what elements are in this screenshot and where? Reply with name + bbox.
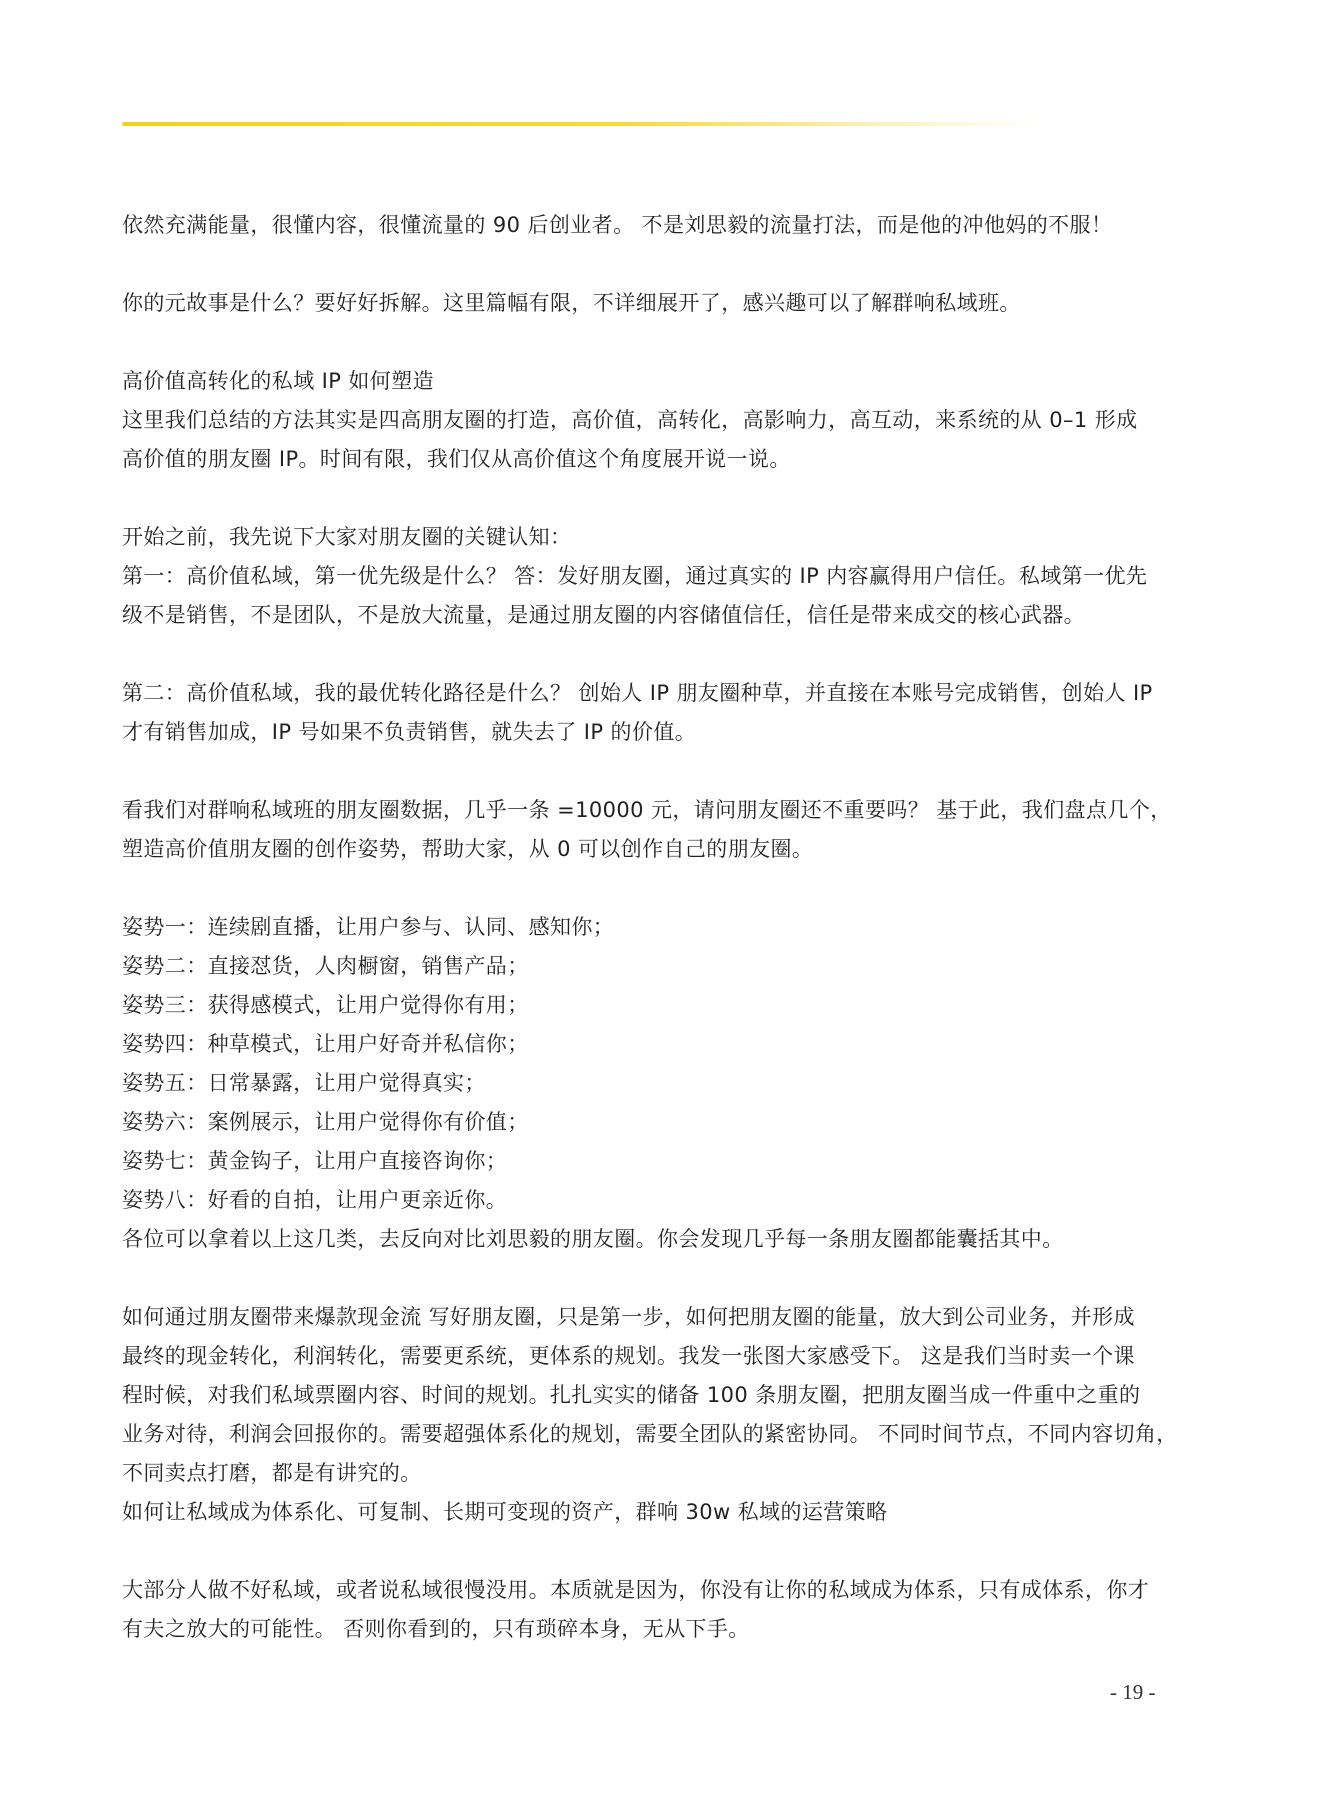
paragraph-cash-flow [122,1298,1182,1532]
text-line: 才有销售加成，IP 号如果不负责销售，就失去了 IP 的价值。 [122,720,697,744]
list-item: 姿势六：案例展示，让用户觉得你有价值； [122,1110,529,1134]
text-line: 依然充满能量，很懂内容，很懂流量的 90 后创业者。 不是刘思毅的流量打法，而是他的冲他妈的不服！ [122,213,1113,237]
section-heading: 高价值高转化的私域 IP 如何塑造 [122,369,435,393]
text-line: 各位可以拿着以上这几类，去反向对比刘思毅的朋友圈。你会发现几乎每一条朋友圈都能囊括其中。 [122,1227,1064,1251]
text-line: 有夫之放大的可能性。 否则你看到的，只有琐碎本身，无从下手。 [122,1617,750,1641]
list-item: 姿势八：好看的自拍，让用户更亲近你。 [122,1188,508,1212]
paragraph-intro [122,206,1182,245]
text-line: 如何通过朋友圈带来爆款现金流 写好朋友圈，只是第一步，如何把朋友圈的能量，放大到公司业务，并形成 [122,1305,1135,1329]
page-body [122,206,1182,1688]
list-item: 姿势二：直接怼货，人肉橱窗，销售产品； [122,954,529,978]
paragraph-ip-shaping [122,362,1182,479]
section-heading: 如何让私域成为体系化、可复制、长期可变现的资产，群响 30w 私域的运营策略 [122,1500,888,1524]
text-line: 看我们对群响私域班的朋友圈数据，几乎一条 =10000 元，请问朋友圈还不重要吗？ 基于此，我们盘点几个， [122,798,1172,822]
text-line: 开始之前，我先说下大家对朋友圈的关键认知： [122,525,572,549]
list-item: 姿势三：获得感模式，让用户觉得你有用； [122,993,529,1017]
text-line: 第一：高价值私域，第一优先级是什么？ 答：发好朋友圈，通过真实的 IP 内容赢得用户信任。私域第一优先 [122,564,1148,588]
list-item: 姿势五：日常暴露，让用户觉得真实； [122,1071,486,1095]
list-item: 姿势四：种草模式，让用户好奇并私信你； [122,1032,529,1056]
page-number: - 19 - [1110,1680,1156,1704]
text-line: 不同卖点打磨，都是有讲究的。 [122,1461,422,1485]
paragraph-system [122,1571,1182,1649]
paragraph-second-point [122,674,1182,752]
list-item: 姿势一：连续剧直播，让用户参与、认同、感知你； [122,915,615,939]
text-line: 大部分人做不好私域，或者说私域很慢没用。本质就是因为，你没有让你的私域成为体系，只有成体系，你才 [122,1578,1150,1602]
text-line: 你的元故事是什么？要好好拆解。这里篇幅有限，不详细展开了，感兴趣可以了解群响私域班。 [122,291,1021,315]
paragraph-moments-data [122,791,1182,869]
header-accent-rule [122,122,1042,126]
text-line: 这里我们总结的方法其实是四高朋友圈的打造，高价值，高转化，高影响力，高互动，来系统的从 0–1 形成 [122,408,1138,432]
text-line: 高价值的朋友圈 IP。时间有限，我们仅从高价值这个角度展开说一说。 [122,447,791,471]
text-line: 第二：高价值私域，我的最优转化路径是什么？ 创始人 IP 朋友圈种草，并直接在本账号完成销售，创始人 IP [122,681,1153,705]
paragraph-origin-story [122,284,1182,323]
list-item: 姿势七：黄金钩子，让用户直接咨询你； [122,1149,508,1173]
text-line: 程时候，对我们私域票圈内容、时间的规划。扎扎实实的储备 100 条朋友圈，把朋友圈当成一件重中之重的 [122,1383,1141,1407]
text-line: 塑造高价值朋友圈的创作姿势，帮助大家，从 0 可以创作自己的朋友圈。 [122,837,814,861]
paragraph-posture-list [122,908,1182,1259]
text-line: 级不是销售，不是团队，不是放大流量，是通过朋友圈的内容储值信任，信任是带来成交的核心武器。 [122,603,1085,627]
text-line: 最终的现金转化，利润转化，需要更系统，更体系的规划。我发一张图大家感受下。 这是我们当时卖一个课 [122,1344,1135,1368]
paragraph-key-cognition [122,518,1182,635]
text-line: 业务对待，利润会回报你的。需要超强体系化的规划，需要全团队的紧密协同。 不同时间节点，不同内容切角， [122,1422,1178,1446]
